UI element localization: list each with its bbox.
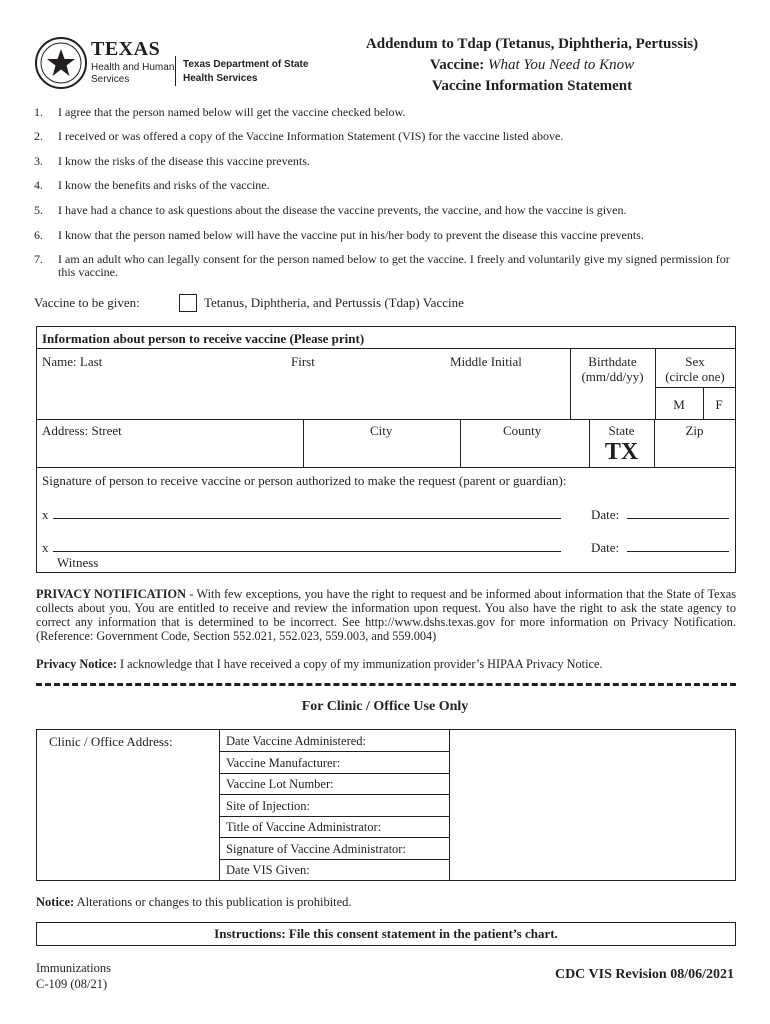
statement-1: 1. I agree that the person named below will get the vaccine checked below. <box>34 105 406 119</box>
privacy-notification: PRIVACY NOTIFICATION - With few exceptions, you have the right to request and be informed about information that the State of Texas collects about you. You are entitled to receive and review the information upon request. You also have the right to ask the state agency to correct any information that is determined to be incorrect. See http://www.dshs.texas.gov for more information on Privacy Notification. (Reference: Government Code, Section 552.021, 552.023, 559.003, and 559.004) <box>36 587 736 643</box>
sex-field: Sex (circle one) <box>665 354 725 384</box>
agency-logo <box>34 36 314 92</box>
statement-3: 3. I know the risks of the disease this vaccine prevents. <box>34 154 310 168</box>
city-field[interactable]: City <box>370 423 393 438</box>
witness-line[interactable] <box>53 551 561 552</box>
form-number: Immunizations C-109 (08/21) <box>36 961 111 991</box>
statement-2: 2. I received or was offered a copy of the Vaccine Information Statement (VIS) for the vaccine listed above. <box>34 129 564 143</box>
privacy-notice: Privacy Notice: I acknowledge that I have received a copy of my immunization provider’s HIPAA Privacy Notice. <box>36 657 603 671</box>
statement-6: 6. I know that the person named below will have the vaccine put in his/her body to prevent the disease this vaccine prevents. <box>34 228 644 242</box>
tdap-checkbox[interactable] <box>179 294 197 312</box>
logo-texas-text: TEXAS <box>91 38 161 60</box>
instructions-box: Instructions: File this consent statement in the patient’s chart. <box>36 922 736 946</box>
birthdate-field[interactable]: Birthdate (mm/dd/yy) <box>581 354 644 384</box>
administrator-signature-field[interactable]: Signature of Vaccine Administrator: <box>226 842 406 856</box>
sex-f-option[interactable]: F <box>715 397 723 412</box>
clinic-rows <box>220 730 450 880</box>
manufacturer-field[interactable]: Vaccine Manufacturer: <box>226 756 341 770</box>
clinic-address-field[interactable]: Clinic / Office Address: <box>49 734 173 749</box>
first-name-field[interactable]: First <box>291 354 315 369</box>
signature-x-2: x <box>42 540 49 555</box>
injection-site-field[interactable]: Site of Injection: <box>226 799 311 813</box>
name-last-field[interactable]: Name: Last <box>42 354 103 369</box>
logo-divider <box>175 56 176 86</box>
address-street-field[interactable]: Address: Street <box>42 423 122 438</box>
date-vis-given-field[interactable]: Date VIS Given: <box>226 863 310 877</box>
state-label: State <box>608 423 635 438</box>
cut-line-divider <box>36 683 736 686</box>
recipient-info-box <box>36 326 736 573</box>
clinic-use-title: For Clinic / Office Use Only <box>301 699 469 714</box>
date-administered-field[interactable]: Date Vaccine Administered: <box>226 734 367 748</box>
alteration-notice: Notice: Alterations or changes to this publication is prohibited. <box>36 895 352 909</box>
witness-date-line[interactable] <box>627 551 729 552</box>
form-title: Addendum to Tdap (Tetanus, Diphtheria, Pertussis) Vaccine: What You Need to Know Vaccine Information Statement <box>365 36 699 94</box>
signature-label: Signature of person to receive vaccine or person authorized to make the request (parent or guardian): <box>42 473 567 488</box>
witness-date-label: Date: <box>591 540 620 555</box>
signature-line[interactable] <box>53 518 561 519</box>
statement-7: 7. I am an adult who can legally consent for the person named below to get the vaccine. I freely and voluntarily give my signed permission for this vaccine. <box>34 252 730 279</box>
witness-label: Witness <box>57 555 99 570</box>
logo-dshs-text: Texas Department of State Health Services <box>183 59 309 84</box>
statement-4: 4. I know the benefits and risks of the vaccine. <box>34 178 270 192</box>
lot-number-field[interactable]: Vaccine Lot Number: <box>226 777 334 791</box>
texas-seal-icon <box>34 36 88 90</box>
zip-field[interactable]: Zip <box>685 423 704 438</box>
logo-hhs-text: Health and Human Services <box>91 62 175 85</box>
middle-initial-field[interactable]: Middle Initial <box>450 354 522 369</box>
state-value: TX <box>604 439 639 465</box>
administrator-title-field[interactable]: Title of Vaccine Administrator: <box>226 820 382 834</box>
signature-date-label: Date: <box>591 507 620 522</box>
vaccine-label: Vaccine to be given: <box>34 295 140 310</box>
clinic-table <box>36 729 736 881</box>
sex-m-option[interactable]: M <box>673 397 685 412</box>
statement-5: 5. I have had a chance to ask questions about the disease the vaccine prevents, the vaccine, and how the vaccine is given. <box>34 203 627 217</box>
signature-date-line[interactable] <box>627 518 729 519</box>
info-header: Information about person to receive vaccine (Please print) <box>42 331 365 346</box>
tdap-option-label: Tetanus, Diphtheria, and Pertussis (Tdap) Vaccine <box>204 295 464 310</box>
vis-revision: CDC VIS Revision 08/06/2021 <box>554 967 734 982</box>
county-field[interactable]: County <box>503 423 542 438</box>
vaccine-row <box>34 295 734 315</box>
signature-x-1: x <box>42 507 49 522</box>
